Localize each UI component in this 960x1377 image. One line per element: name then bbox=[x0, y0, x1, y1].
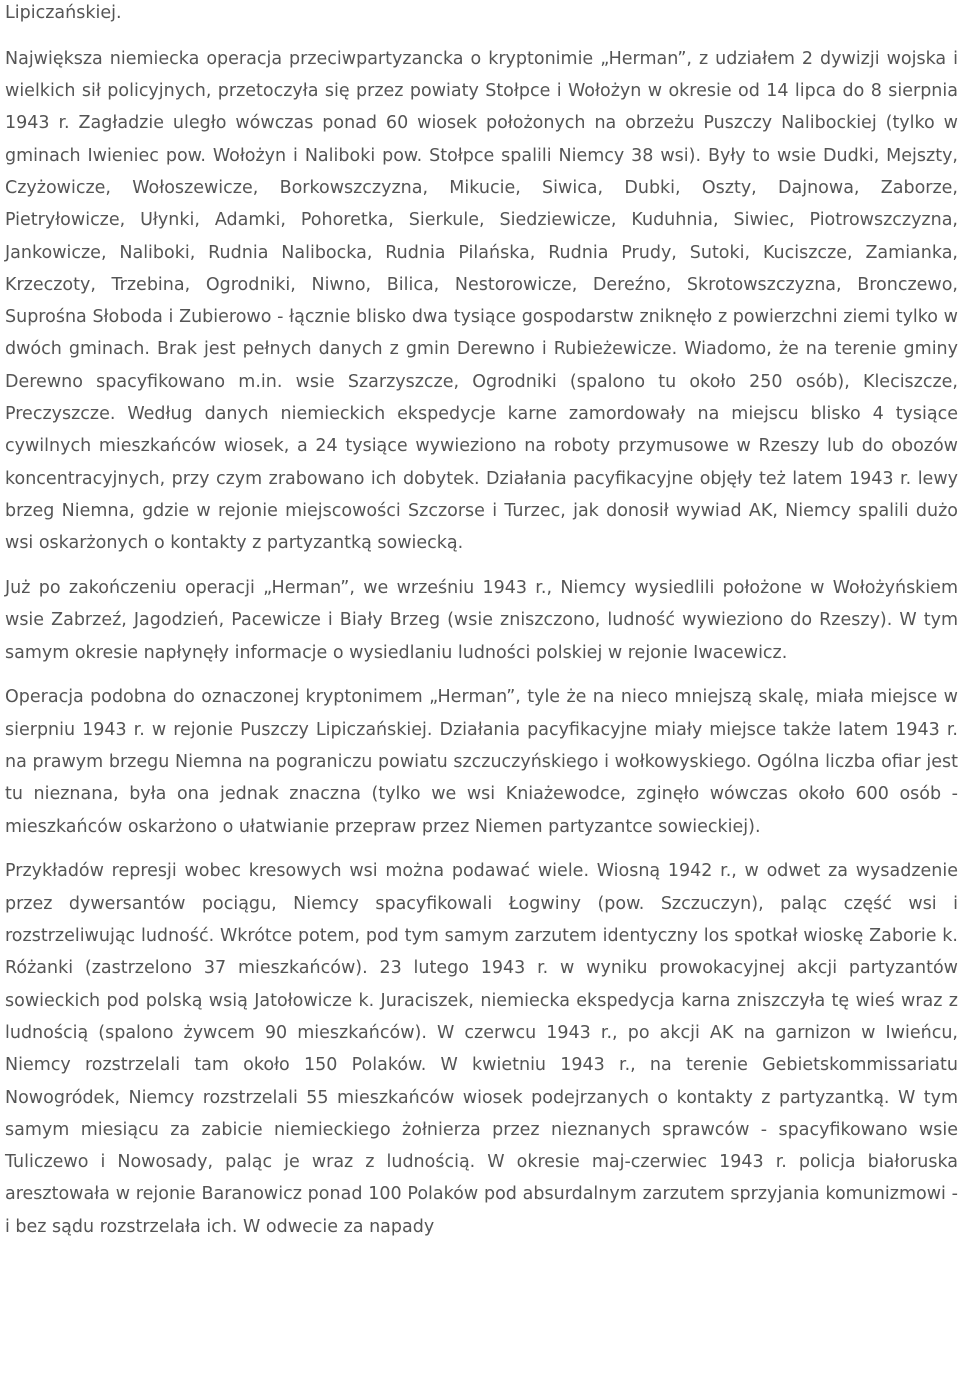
paragraph-text: Przykładów represji wobec kresowych wsi można podawać wiele. Wiosną 1942 r., w odwet za wysadzenie przez dywersantów pociągu, Niemcy spacyfikowali Łogwiny (pow. Szczuczyn), paląc część wsi i rozstrzeliwując ludność. Wkrótce potem, pod tym samym zarzutem identyczny los spotkał wioskę Zaborie k. Różanki (zastrzelono 37 mieszkańców). 23 lutego 1943 r. w wyniku prowokacyjnej akcji partyzantów sowieckich pod polską wsią Jatołowicze k. Juraciszek, niemiecka ekspedycja karna zniszczyła tę wieś wraz z ludnością (spalono żywcem 90 mieszkańców). W czerwcu 1943 r., po akcji AK na garnizon w Iwieńcu, Niemcy rozstrzelali tam około 150 Polaków. W kwietniu 1943 r., na terenie Gebietskommissariatu Nowogródek, Niemcy rozstrzelali 55 mieszkańców wiosek podejrzanych o kontakty z partyzantką. W tym samym miesiącu za zabicie niemieckiego żołnierza przez nieznanych sprawców - spacyfikowano wsie Tuliczewo i Nowosady, paląc je wraz z ludnością. W okresie maj-czerwiec 1943 r. policja białoruska aresztowała w rejonie Baranowicz ponad 100 Polaków pod absurdalnym zarzutem sprzyjania komunizmowi - i bez sądu rozstrzelała ich. W odwecie za napady bbox=[5, 861, 958, 1237]
paragraph-repression-examples bbox=[5, 855, 958, 1243]
paragraph-operation-herman bbox=[5, 43, 958, 560]
document-body bbox=[5, 0, 958, 1255]
paragraph-text: Największa niemiecka operacja przeciwpartyzancka o kryptonimie „Herman”, z udziałem 2 dywizji wojska i wielkich sił policyjnych, przetoczyła się przez powiaty Stołpce i Wołożyn w okresie od 14 lipca do 8 sierpnia 1943 r. Zagładzie uległo wówczas ponad 60 wiosek położonych na obrzeżu Puszczy Nalibockiej (tylko w gminach Iwieniec pow. Wołożyn i Naliboki pow. Stołpce spalili Niemcy 38 wsi). Były to wsie Dudki, Mejszty, Czyżowicze, Wołoszewicze, Borkowszczyzna, Mikucie, Siwica, Dubki, Oszty, Dajnowa, Zaborze, Pietryłowicze, Ułynki, Adamki, Pohoretka, Sierkule, Siedziewicze, Kuduhnia, Siwiec, Piotrowszczyzna, Jankowicze, Naliboki, Rudnia Nalibocka, Rudnia Pilańska, Rudnia Prudy, Sutoki, Kuciszcze, Zamianka, Krzeczoty, Trzebina, Ogrodniki, Niwno, Bilica, Nestorowicze, Dereźno, Skrotowszczyzna, Bronczewo, Suprośna Słoboda i Zubierowo - łącznie blisko dwa tysiące gospodarstw zniknęło z powierzchni ziemi tylko w dwóch gminach. Brak jest pełnych danych z gmin Derewno i Rubieżewicze. Wiadomo, że na terenie gminy Derewno spacyfikowano m.in. wsie Szarzyszcze, Ogrodniki (spalono tu około 250 osób), Kleciszcze, Preczyszcze. Według danych niemieckich ekspedycje karne zamordowały na miejscu blisko 4 tysiące cywilnych mieszkańców wiosek, a 24 tysiące wywieziono na roboty przymusowe w Rzeszy lub do obozów koncentracyjnych, przy czym zrabowano ich dobytek. Działania pacyfikacyjne objęły też latem 1943 r. lewy brzeg Niemna, gdzie w rejonie miejscowości Szczorse i Turzec, jak donosił wywiad AK, Niemcy spalili dużo wsi oskarżonych o kontakty z partyzantką sowiecką. bbox=[5, 48, 958, 554]
paragraph-after-herman bbox=[5, 572, 958, 669]
paragraph-continuation bbox=[5, 0, 958, 29]
paragraph-text: Już po zakończeniu operacji „Herman”, we wrześniu 1943 r., Niemcy wysiedlili położone w Wołożyńskiem wsie Zabrzeź, Jagodzień, Pacewicze i Biały Brzeg (wsie zniszczono, ludność wywieziono do Rzeszy). W tym samym okresie napłynęły informacje o wysiedlaniu ludności polskiej w rejonie Iwacewicz. bbox=[5, 578, 958, 663]
paragraph-text: Lipiczańskiej. bbox=[5, 3, 122, 23]
paragraph-similar-operation bbox=[5, 681, 958, 842]
paragraph-text: Operacja podobna do oznaczonej kryptonimem „Herman”, tyle że na nieco mniejszą skalę, miała miejsce w sierpniu 1943 r. w rejonie Puszczy Lipiczańskiej. Działania pacyfikacyjne miały miejsce także latem 1943 r. na prawym brzegu Niemna na pograniczu powiatu szczuczyńskiego i wołkowyskiego. Ogólna liczba ofiar jest tu nieznana, była ona jednak znaczna (tylko we wsi Kniażewodce, zginęło wówczas około 600 osób - mieszkańców oskarżono o ułatwianie przepraw przez Niemen partyzantce sowieckiej). bbox=[5, 687, 958, 837]
